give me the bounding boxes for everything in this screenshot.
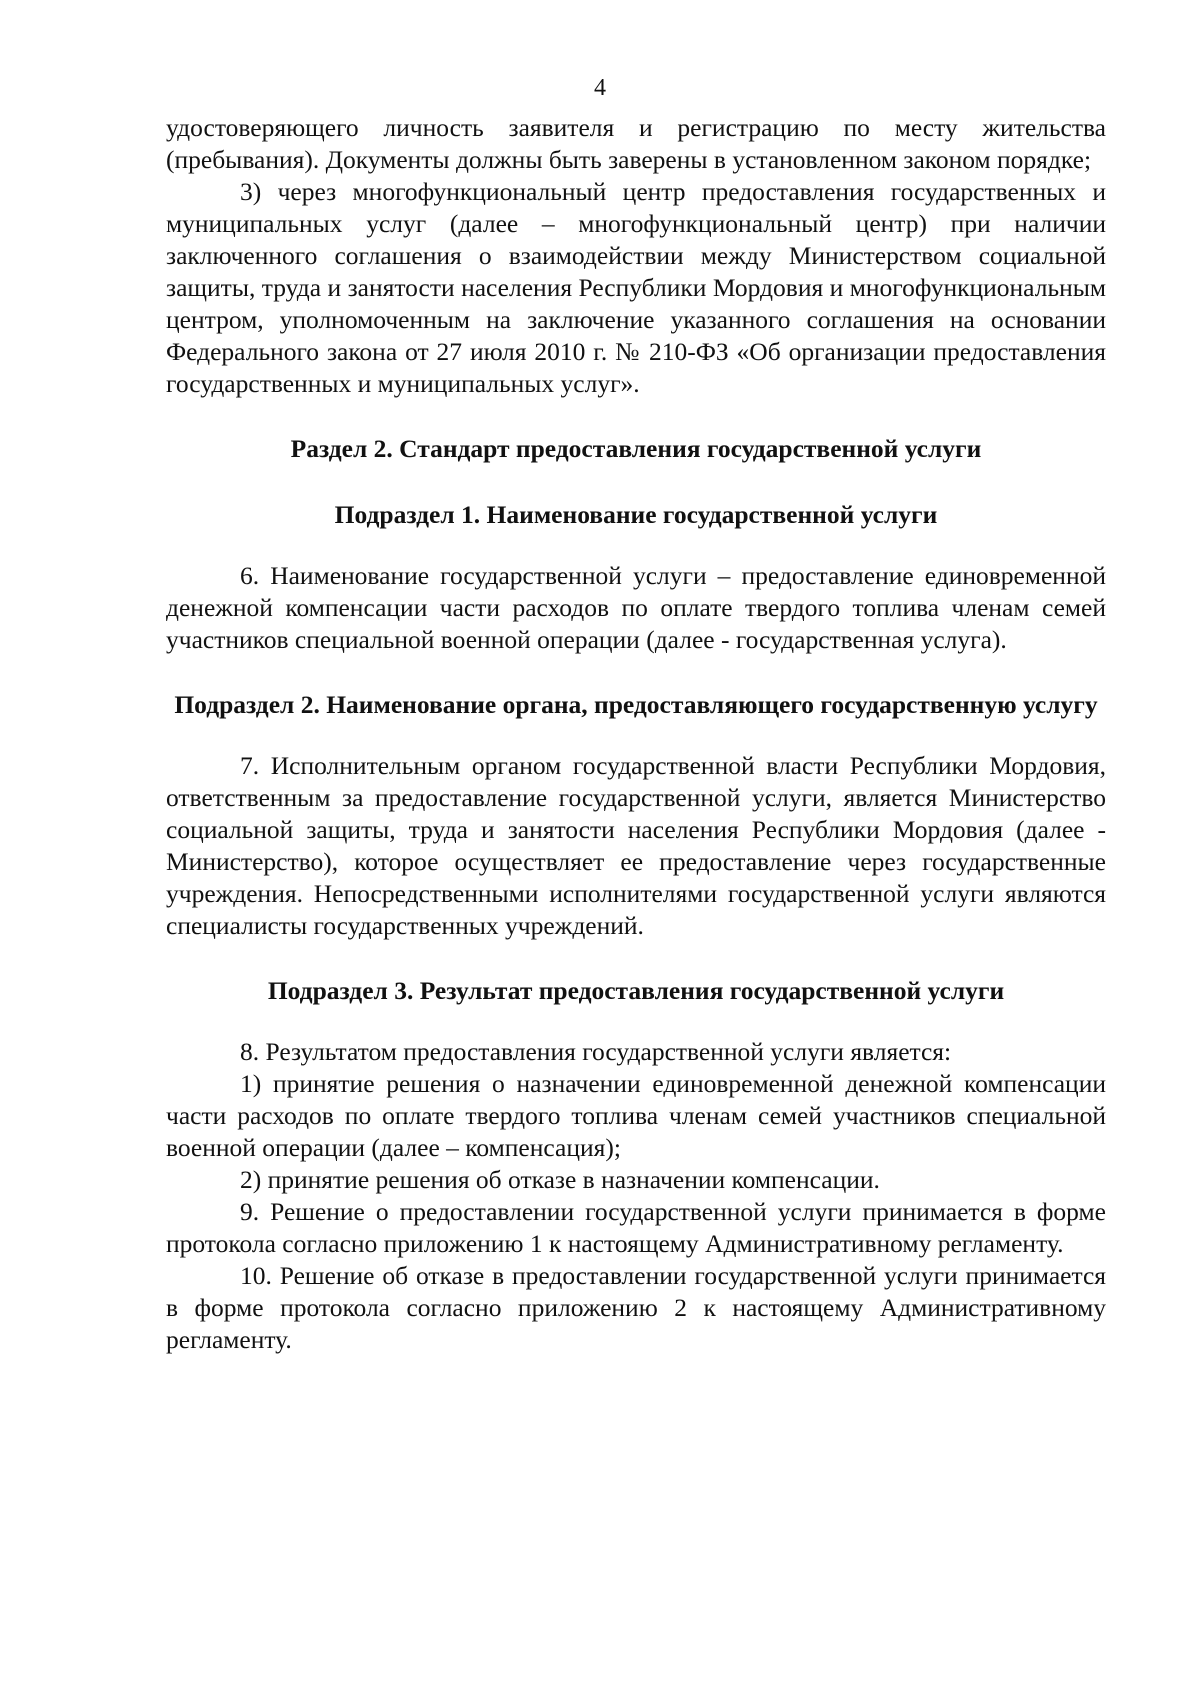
subsection-3-heading: Подраздел 3. Результат предоставления государственной услуги [267, 976, 1005, 1005]
paragraph-8: 8. Результатом предоставления государственной услуги является: [240, 1037, 952, 1066]
paragraph-mfc: 3) через многофункциональный центр предоставления государственных и муниципальных услуг (далее – многофункциональный центр) при наличии заключенного соглашения о взаимодействии между Министерством социальной защиты, труда и занятости населения Республики Мордовия и многофункциональным центром, уполномоченным на заключение указанного соглашения на основании Федерального закона от 27 июля 2010 г. № 210-ФЗ «Об организации предоставления государственных и муниципальных услуг». [166, 177, 1106, 398]
paragraph-8-item-2: 2) принятие решения об отказе в назначении компенсации. [240, 1165, 880, 1194]
paragraph-9: 9. Решение о предоставлении государственной услуги принимается в форме протокола согласно приложению 1 к настоящему Административному регламенту. [166, 1197, 1106, 1258]
subsection-2-heading: Подраздел 2. Наименование органа, предоставляющего государственную услугу [174, 690, 1098, 719]
paragraph-6: 6. Наименование государственной услуги – предоставление единовременной денежной компенсации части расходов по оплате твердого топлива членам семей участников специальной военной операции (далее - государственная услуга). [166, 561, 1106, 654]
paragraph-identity-docs: удостоверяющего личность заявителя и регистрацию по месту жительства (пребывания). Документы должны быть заверены в установленном законом порядке; [166, 113, 1106, 174]
paragraph-7: 7. Исполнительным органом государственной власти Республики Мордовия, ответственным за предоставление государственной услуги, является Министерство социальной защиты, труда и занятости населения Республики Мордовия (далее - Министерство), которое осуществляет ее предоставление через государственные учреждения. Непосредственными исполнителями государственной услуги являются специалисты государственных учреждений. [166, 751, 1106, 940]
page-number: 4 [594, 75, 606, 101]
document-body [166, 112, 1106, 1356]
subsection-1-heading: Подраздел 1. Наименование государственной услуги [334, 500, 938, 529]
paragraph-10: 10. Решение об отказе в предоставлении государственной услуги принимается в форме протокола согласно приложению 2 к настоящему Административному регламенту. [166, 1261, 1106, 1354]
section-2-heading: Раздел 2. Стандарт предоставления государственной услуги [290, 434, 982, 463]
paragraph-8-item-1: 1) принятие решения о назначении единовременной денежной компенсации части расходов по оплате твердого топлива членам семей участников специальной военной операции (далее – компенсация); [166, 1069, 1106, 1162]
